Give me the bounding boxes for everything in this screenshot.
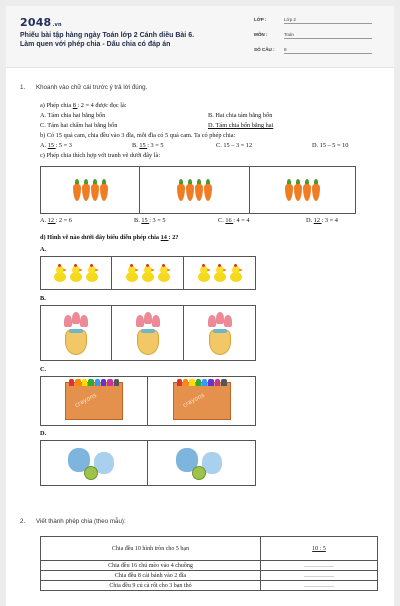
q1d-prompt: d) Hình vẽ nào dưới đây biểu diễn phép chia 14 : 2?: [40, 234, 179, 241]
site-logo[interactable]: 2048.vn: [20, 16, 62, 29]
carrot-image: [312, 179, 320, 201]
flower-basket-image: [58, 311, 94, 355]
crayon-box-picture-row[interactable]: [40, 376, 256, 426]
cat-picture-row[interactable]: [40, 440, 256, 486]
q1c-option-d[interactable]: D. 12 : 3 = 4: [306, 217, 338, 224]
q1b-option-c[interactable]: C. 15 – 3 = 12: [216, 142, 253, 149]
chick-image: [141, 264, 155, 282]
q1a-option-b[interactable]: B. Hai chia tám bằng bốn: [208, 112, 273, 119]
q1c-option-b[interactable]: B. 15 : 3 = 5: [134, 217, 166, 224]
carrot-image: [303, 179, 311, 201]
subject-label: MÔN :: [254, 32, 268, 37]
flower-basket: [184, 305, 256, 361]
flower-basket-image: [130, 311, 166, 355]
flower-basket-picture-row[interactable]: [40, 305, 256, 361]
chick-image: [69, 264, 83, 282]
table-cell-description: Chia đều 8 cái bánh vào 2 đĩa: [41, 571, 261, 581]
q1a-prompt: a) Phép chia 8 : 2 = 4 được đọc là:: [40, 102, 127, 109]
q1a-option-a[interactable]: A. Tám chia hai bằng bốn: [40, 112, 106, 119]
chick-image: [85, 264, 99, 282]
carrot-image: [204, 179, 212, 201]
chick-group: [184, 256, 256, 290]
table-cell-answer-blank[interactable]: ……………: [261, 561, 378, 571]
carrot-image: [285, 179, 293, 201]
crayon-box-image: crayons: [173, 382, 231, 420]
cats-with-ball-image: [66, 444, 122, 482]
question-2-heading: 2. Viết thành phép chia (theo mẫu):: [20, 518, 126, 525]
carrot-image: [91, 179, 99, 201]
question-count-value: 8: [284, 47, 372, 54]
document-title: Phiếu bài tập hàng ngày Toán lớp 2 Cánh diều Bài 6. Làm quen với phép chia - Dấu chia có đáp án: [20, 32, 195, 48]
chick-image: [157, 264, 171, 282]
subject-value: Toán: [284, 32, 372, 39]
table-row: [41, 571, 378, 581]
carrot-picture-row: [40, 166, 356, 214]
cat-group: [148, 440, 256, 486]
q1d-option-d-label[interactable]: D.: [40, 430, 47, 437]
carrot-image: [195, 179, 203, 201]
q1a-option-d[interactable]: D. Tám chia bốn bằng hai: [208, 122, 274, 129]
q1b-option-d[interactable]: D. 15 – 5 = 10: [312, 142, 349, 149]
table-row: [41, 537, 378, 561]
q1b-option-b[interactable]: B. 15 : 3 = 5: [132, 142, 164, 149]
q1d-option-a-label[interactable]: A.: [40, 246, 47, 253]
worksheet-header: [6, 6, 394, 68]
class-label: LỚP :: [254, 17, 267, 22]
worksheet-page: [6, 6, 394, 606]
carrot-image: [186, 179, 194, 201]
crayon-box: [40, 376, 148, 426]
carrot-image: [294, 179, 302, 201]
table-cell-description: Chia đều 10 hình tròn cho 5 bạn: [41, 537, 261, 561]
crayon-box-image: crayons: [65, 382, 123, 420]
carrot-image: [82, 179, 90, 201]
division-table: [40, 536, 378, 591]
q1b-prompt: b) Có 15 quả cam, chia đều vào 3 đĩa, mỗi đĩa có 5 quả cam. Ta có phép chia:: [40, 132, 236, 139]
question-count-label: SỐ CÂU :: [254, 47, 275, 52]
chick-image: [229, 264, 243, 282]
q1c-prompt: c) Phép chia thích hợp với tranh vẽ dưới đây là:: [40, 152, 161, 159]
carrot-group: [40, 166, 140, 214]
table-cell-answer: 10 : 5: [261, 537, 378, 561]
table-row: [41, 561, 378, 571]
cat-group: [40, 440, 148, 486]
chick-image: [213, 264, 227, 282]
q1d-option-c-label[interactable]: C.: [40, 366, 47, 373]
carrot-image: [73, 179, 81, 201]
q1c-option-c[interactable]: C. 16 : 4 = 4: [218, 217, 250, 224]
q1b-option-a[interactable]: A. 15 : 5 = 3: [40, 142, 72, 149]
cats-with-ball-image: [174, 444, 230, 482]
flower-basket-image: [202, 311, 238, 355]
q1c-option-a[interactable]: A. 12 : 2 = 6: [40, 217, 72, 224]
carrot-image: [100, 179, 108, 201]
table-cell-answer-blank[interactable]: ……………: [261, 581, 378, 591]
q1a-option-c[interactable]: C. Tám hai chấm hai bằng bốn: [40, 122, 118, 129]
crayon-box: [148, 376, 256, 426]
chick-image: [197, 264, 211, 282]
chick-image: [53, 264, 67, 282]
chick-picture-row[interactable]: [40, 256, 256, 290]
chick-group: [40, 256, 112, 290]
question-1-heading: 1. Khoanh vào chữ cái trước ý trả lời đúng.: [20, 84, 148, 91]
table-row: [41, 581, 378, 591]
carrot-group: [250, 166, 356, 214]
chick-image: [125, 264, 139, 282]
flower-basket: [112, 305, 184, 361]
chick-group: [112, 256, 184, 290]
carrot-image: [177, 179, 185, 201]
table-cell-description: Chia đều 16 chú mèo vào 4 chuồng: [41, 561, 261, 571]
table-cell-answer-blank[interactable]: ……………: [261, 571, 378, 581]
class-value: Lớp 2: [284, 17, 372, 24]
flower-basket: [40, 305, 112, 361]
carrot-group: [140, 166, 250, 214]
q1d-option-b-label[interactable]: B.: [40, 295, 46, 302]
table-cell-description: Chia đều 9 củ cà rốt cho 3 bạn thỏ: [41, 581, 261, 591]
